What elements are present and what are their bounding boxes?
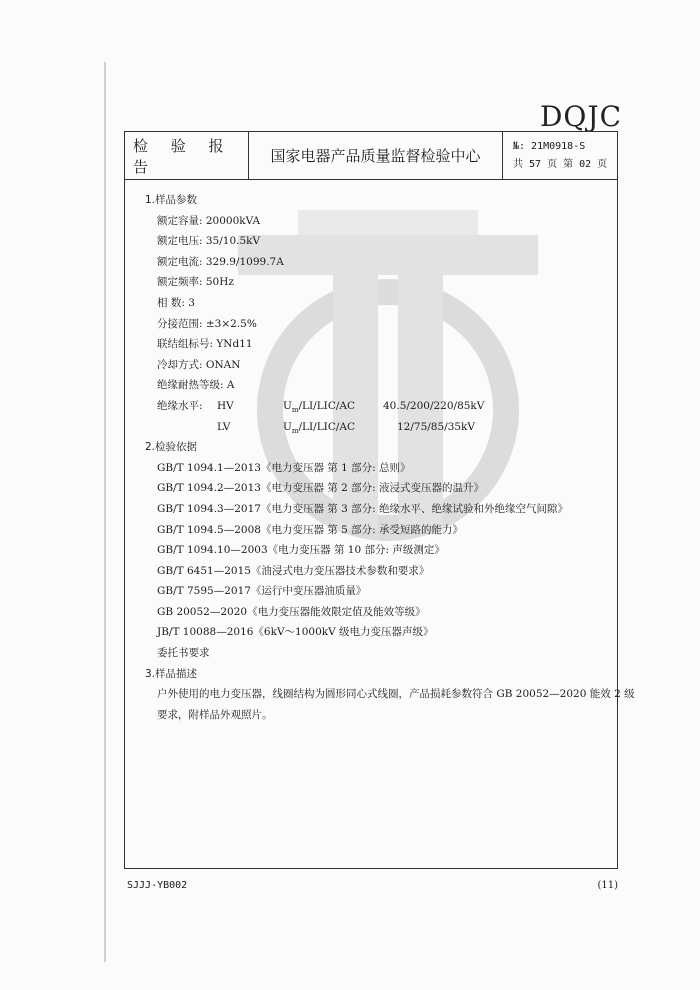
standard-item: GB/T 1094.10—2003《电力变压器 第 10 部分: 声级测定》 xyxy=(157,544,445,557)
insulation-values: 12/75/85/35kV xyxy=(397,420,476,433)
report-title: 检 验 报 告 xyxy=(125,132,249,179)
insulation-param xyxy=(283,417,355,442)
standard-item: GB/T 1094.5—2008《电力变压器 第 5 部分: 承受短路的能力》 xyxy=(157,523,464,536)
standard-item: GB/T 1094.2—2013《电力变压器 第 2 部分: 液浸式变压器的温升》 xyxy=(157,482,485,495)
standard-item: GB/T 7595—2017《运行中变压器油质量》 xyxy=(157,585,367,598)
insulation-label: 绝缘水平: xyxy=(157,399,203,412)
param-item: 冷却方式: ONAN xyxy=(157,358,241,371)
param-item: 额定电压: 35/10.5kV xyxy=(157,235,261,248)
section-title-basis: 2.检验依据 xyxy=(145,441,198,454)
form-code: SJJJ-YB002 xyxy=(127,880,188,891)
report-frame xyxy=(124,131,635,869)
insulation-param-sub: m xyxy=(291,406,299,415)
insulation-row-hv xyxy=(145,396,605,417)
standard-item: GB 20052—2020《电力变压器能效限定值及能效等级》 xyxy=(157,605,426,618)
param-item: 额定容量: 20000kVA xyxy=(157,214,261,227)
page-number: (11) xyxy=(597,880,618,891)
insulation-param-main: U xyxy=(283,399,292,412)
insulation-values: 40.5/200/220/85kV xyxy=(383,399,485,412)
standard-item: GB/T 6451—2015《油浸式电力变压器技术参数和要求》 xyxy=(157,564,430,577)
standard-item: GB/T 1094.1—2013《电力变压器 第 1 部分: 总则》 xyxy=(157,461,411,474)
param-item: 额定电流: 329.9/1099.7A xyxy=(157,255,284,268)
insulation-side: HV xyxy=(217,399,234,412)
description-line: 户外使用的电力变压器，线圈结构为圆形同心式线圈，产品损耗参数符合 GB 20052—2020 能效 2 级 xyxy=(157,688,635,701)
section-title-description: 3.样品描述 xyxy=(145,667,198,680)
insulation-param-sub: m xyxy=(291,426,299,435)
report-meta xyxy=(503,132,617,179)
description-line: 要求，附样品外观照片。 xyxy=(157,708,273,721)
insulation-param-rest: /LI/LIC/AC xyxy=(298,420,356,433)
brand-logo-text: DQJC xyxy=(539,100,622,133)
param-item: 联结组标号: YNd11 xyxy=(157,338,253,351)
report-header xyxy=(125,132,617,180)
section-title-sample-params: 1.样品参数 xyxy=(145,194,198,206)
insulation-param-main: U xyxy=(283,420,292,433)
insulation-row-lv xyxy=(145,417,605,438)
insulation-param-rest: /LI/LIC/AC xyxy=(298,399,356,412)
insulation-side: LV xyxy=(217,420,231,433)
param-item: 相 数: 3 xyxy=(157,296,195,309)
param-item: 分接范围: ±3×2.5% xyxy=(157,317,257,330)
param-item: 额定频率: 50Hz xyxy=(157,276,234,289)
standard-item: GB/T 1094.3—2017《电力变压器 第 3 部分: 绝缘水平、绝缘试验和外绝缘空气间隙》 xyxy=(157,502,569,515)
page-count: 共 57 页 第 02 页 xyxy=(513,158,608,170)
standard-item: JB/T 10088—2016《6kV～1000kV 级电力变压器声级》 xyxy=(157,626,434,639)
standard-item: 委托书要求 xyxy=(157,647,210,660)
binding-margin-line xyxy=(104,62,106,962)
report-content xyxy=(145,190,635,725)
organization-name: 国家电器产品质量监督检验中心 xyxy=(249,132,503,179)
param-item: 绝缘耐热等级: A xyxy=(157,379,235,392)
report-number: №: 21M0918-S xyxy=(513,140,586,152)
